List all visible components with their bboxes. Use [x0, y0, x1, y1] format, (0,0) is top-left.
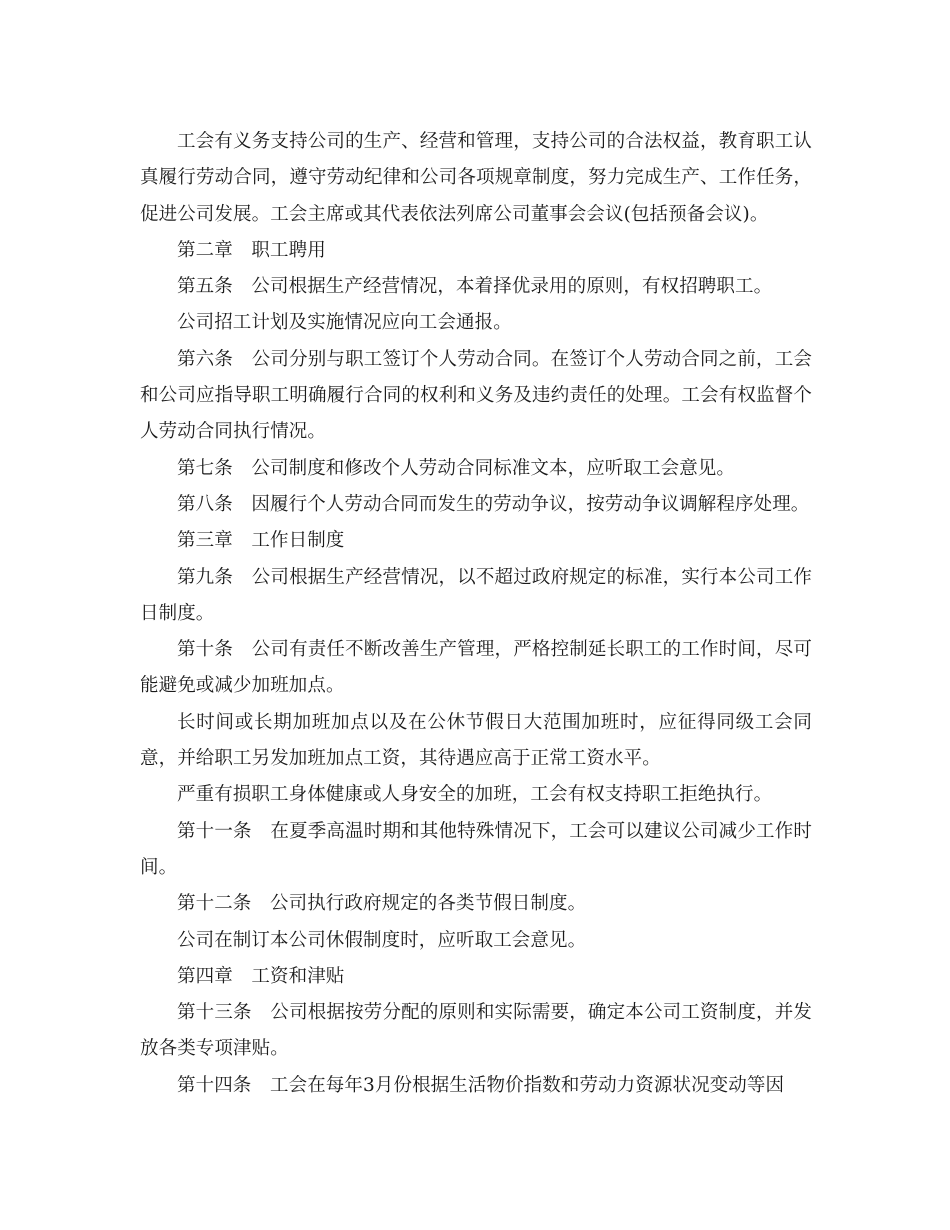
article-11: 第十一条 在夏季高温时期和其他特殊情况下，工会可以建议公司减少工作时间。	[140, 820, 812, 878]
article-13: 第十三条 公司根据按劳分配的原则和实际需要，确定本公司工资制度，并发放各类专项津贴。	[140, 1002, 812, 1060]
paragraph-leave-system: 公司在制订本公司休假制度时，应听取工会意见。	[177, 929, 587, 951]
document-body	[140, 124, 812, 1104]
article-9: 第九条 公司根据生产经营情况，以不超过政府规定的标准，实行本公司工作日制度。	[140, 566, 812, 624]
article-6: 第六条 公司分别与职工签订个人劳动合同。在签订个人劳动合同之前，工会和公司应指导职工明确履行合同的权利和义务及违约责任的处理。工会有权监督个人劳动合同执行情况。	[140, 348, 812, 443]
article-14: 第十四条 工会在每年3月份根据生活物价指数和劳动力资源状况变动等因	[177, 1074, 785, 1096]
paragraph-recruitment-plan: 公司招工计划及实施情况应向工会通报。	[177, 312, 512, 334]
article-7: 第七条 公司制度和修改个人劳动合同标准文本，应听取工会意见。	[177, 457, 736, 479]
paragraph-overtime: 长时间或长期加班加点以及在公休节假日大范围加班时，应征得同级工会同意，并给职工另发加班加点工资，其待遇应高于正常工资水平。	[140, 711, 812, 770]
article-12: 第十二条 公司执行政府规定的各类节假日制度。	[177, 893, 587, 915]
chapter-heading-4: 第四章 工资和津贴	[177, 965, 345, 987]
chapter-heading-3: 第三章 工作日制度	[177, 530, 345, 552]
article-8: 第八条 因履行个人劳动合同而发生的劳动争议，按劳动争议调解程序处理。	[177, 493, 810, 515]
article-10: 第十条 公司有责任不断改善生产管理，严格控制延长职工的工作时间，尽可能避免或减少加班加点。	[140, 639, 812, 697]
article-5: 第五条 公司根据生产经营情况，本着择优录用的原则，有权招聘职工。	[177, 276, 773, 298]
paragraph-union-duties: 工会有义务支持公司的生产、经营和管理，支持公司的合法权益，教育职工认真履行劳动合同，遵守劳动纪律和公司各项规章制度，努力完成生产、工作任务，促进公司发展。工会主席或其代表依法列席公司董事会会议(包括预备会议)。	[140, 131, 812, 225]
paragraph-refuse-overtime: 严重有损职工身体健康或人身安全的加班，工会有权支持职工拒绝执行。	[177, 784, 773, 806]
chapter-heading-2: 第二章 职工聘用	[177, 239, 326, 261]
